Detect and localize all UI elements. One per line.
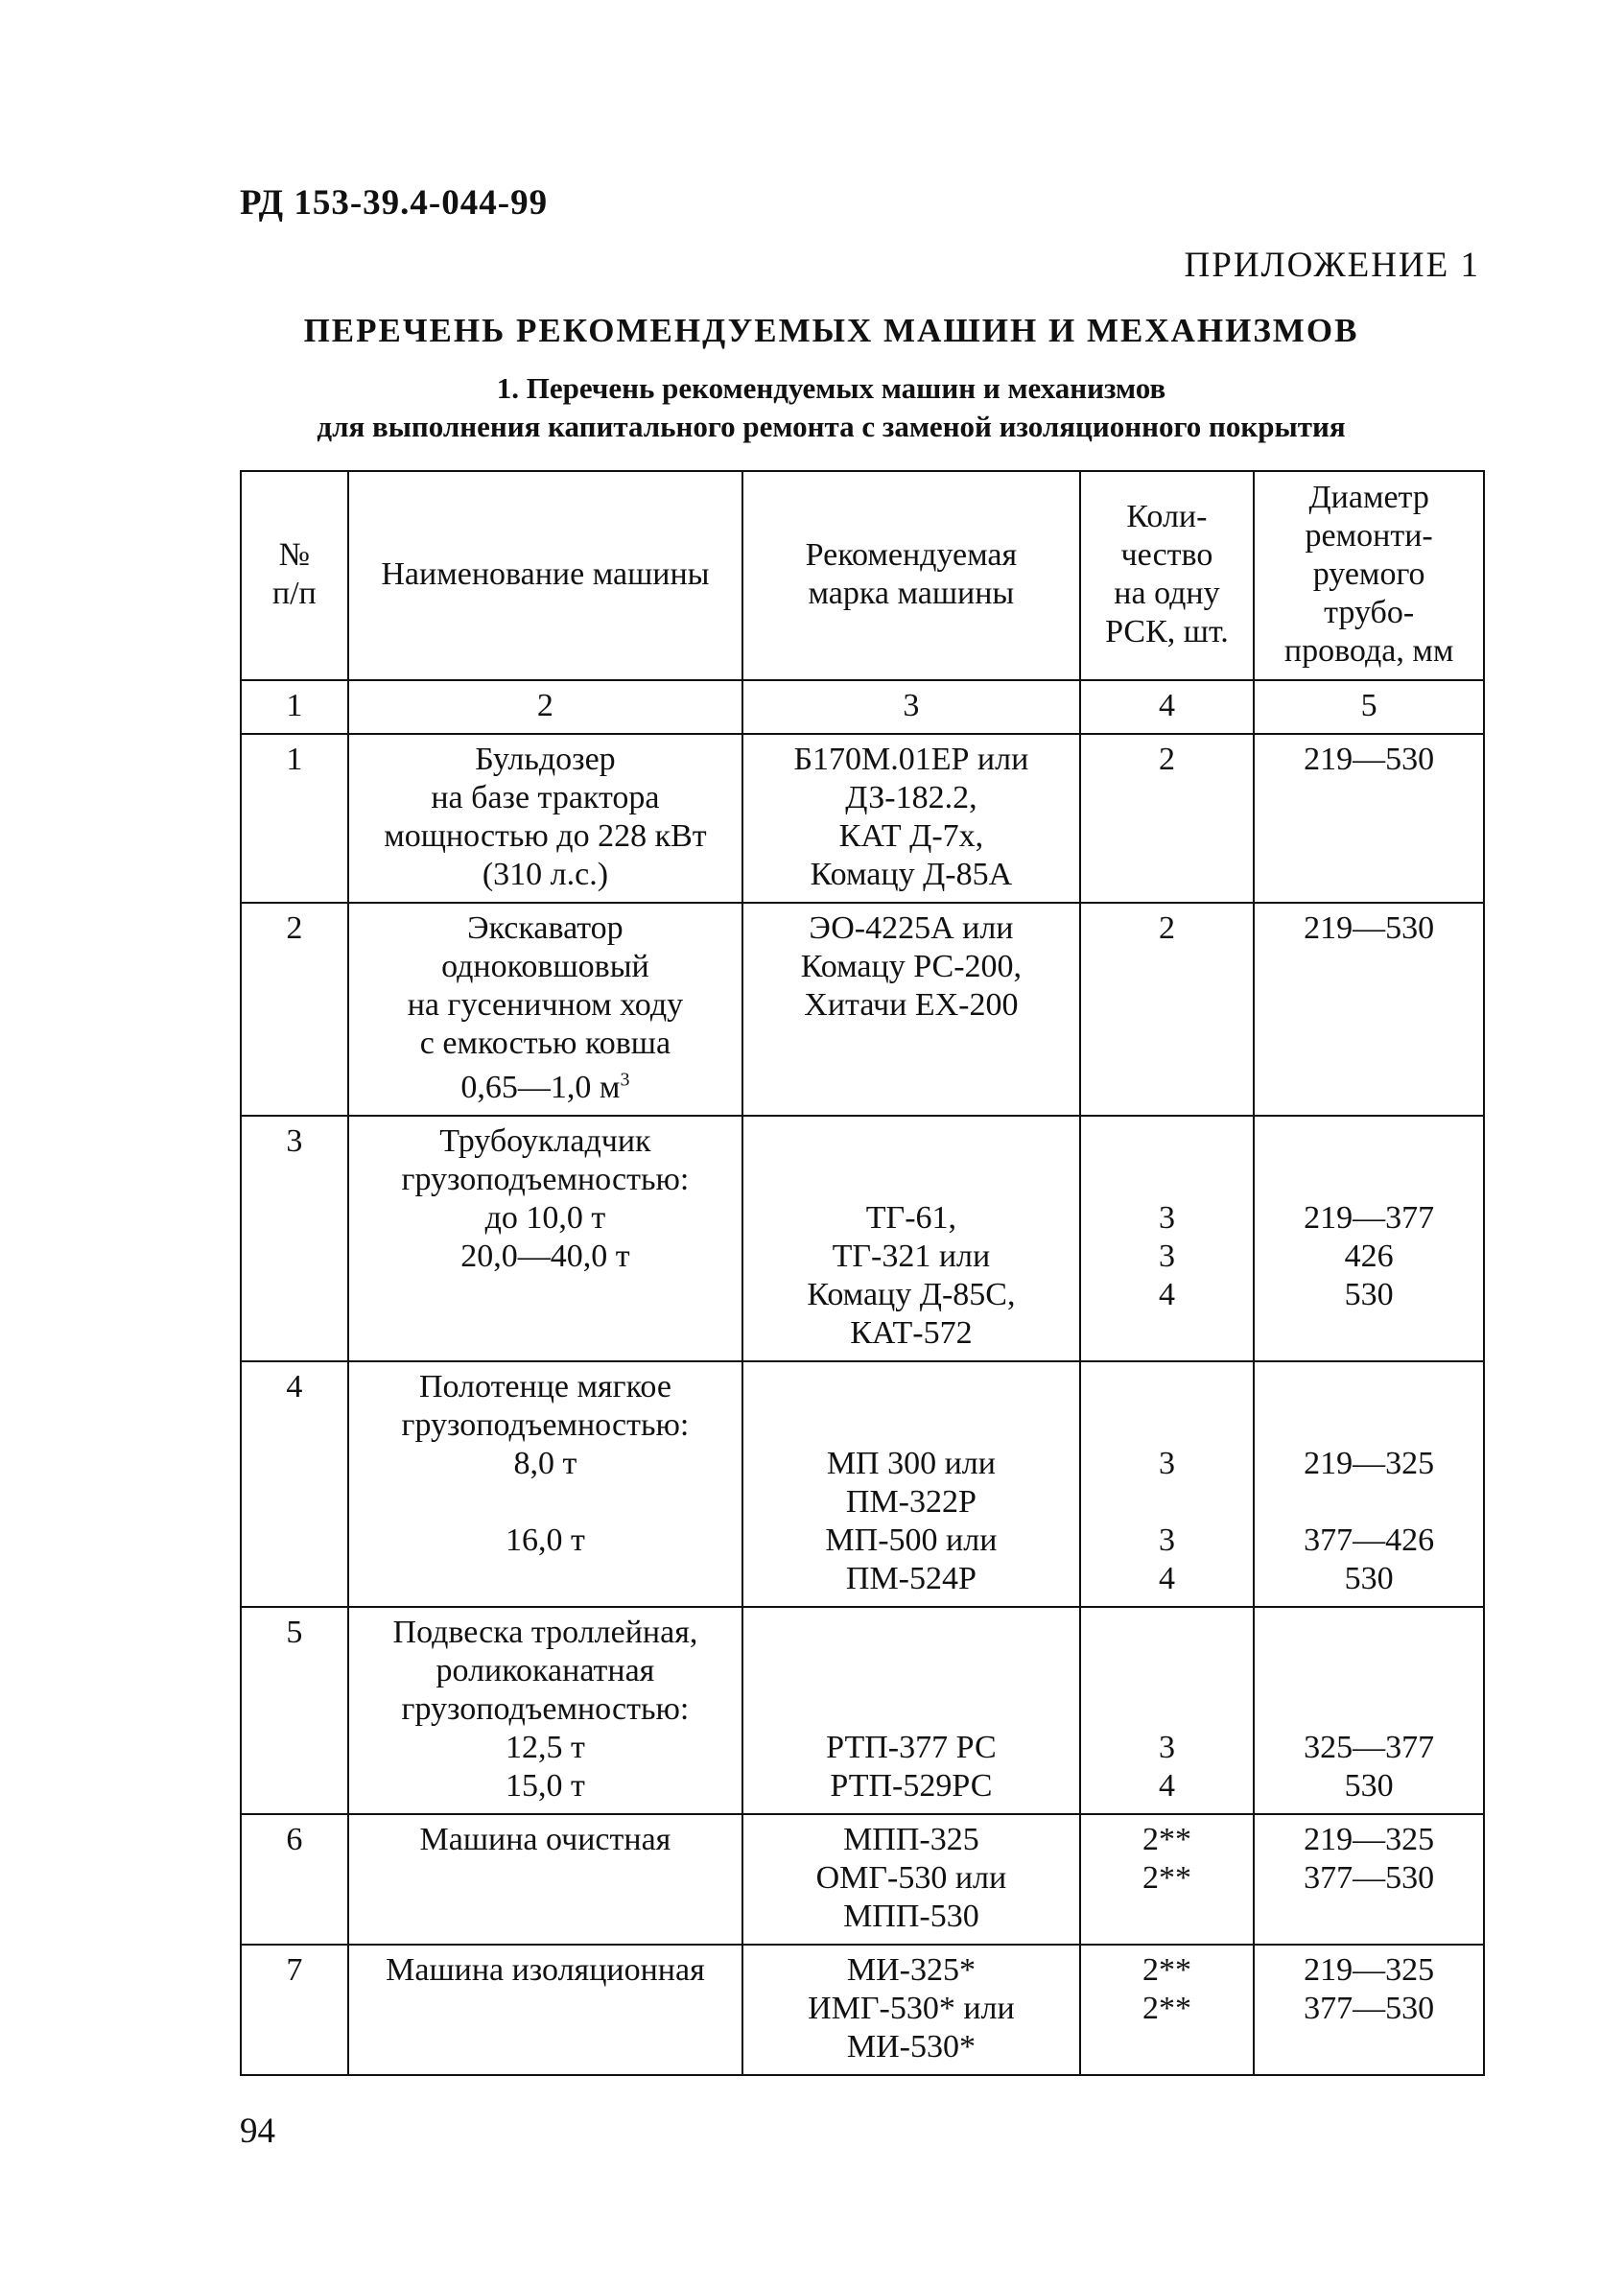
table-row	[241, 1361, 1484, 1607]
cell-line	[355, 1069, 737, 1107]
cell-line: ТГ-61,	[865, 1200, 957, 1236]
cell-line: Комацу РС-200,	[800, 949, 1023, 984]
header-text: п/п	[271, 576, 317, 611]
cell-line: Подвеска троллейная,	[392, 1615, 698, 1650]
row-number: 1	[241, 734, 348, 903]
header-text: провода, мм	[1283, 633, 1454, 669]
table-row	[241, 1814, 1484, 1945]
column-number: 5	[1254, 680, 1484, 734]
row-number: 4	[241, 1361, 348, 1607]
header-number	[241, 471, 348, 680]
cell-line: 4	[1158, 1277, 1175, 1312]
cell-line: 426	[1344, 1239, 1394, 1274]
cell-line: на базе трактора	[431, 780, 660, 815]
row-number: 3	[241, 1116, 348, 1361]
table-row	[241, 1116, 1484, 1361]
page-title: ПЕРЕЧЕНЬ РЕКОМЕНДУЕМЫХ МАШИН И МЕХАНИЗМОВ	[303, 312, 1359, 349]
cell-line: 2	[1158, 910, 1175, 946]
cell-line: ПМ-322Р	[845, 1484, 977, 1520]
cell-line: грузоподъемностью:	[401, 1691, 690, 1727]
cell-line: мощностью до 228 кВт	[384, 818, 707, 854]
cell-line: 15,0 т	[506, 1768, 585, 1804]
table-row	[241, 1607, 1484, 1814]
pipe-diameter	[1254, 1945, 1484, 2075]
cell-line: Трубоукладчик	[439, 1123, 651, 1159]
cell-line: ОМГ-530 или	[815, 1860, 1007, 1896]
cell-line: 2**	[1142, 1822, 1191, 1857]
machine-name	[348, 1361, 743, 1607]
cell-line: одноковшовый	[441, 949, 649, 984]
table-row	[241, 903, 1484, 1116]
cell-line: грузоподъемностью:	[401, 1162, 690, 1197]
cell-line: 377—426	[1304, 1522, 1435, 1558]
machine-brand	[742, 1116, 1079, 1361]
machine-brand	[742, 734, 1079, 903]
cell-line: 20,0—40,0 т	[460, 1239, 630, 1274]
machine-name	[348, 903, 743, 1116]
cell-line: Б170М.01ЕР или	[793, 742, 1029, 777]
cell-line: Комацу Д-85С,	[807, 1277, 1016, 1312]
cell-line: 3	[1158, 1200, 1175, 1236]
header-text: Наименование машины	[381, 556, 710, 592]
cell-line: 530	[1344, 1768, 1394, 1804]
header-machine-name	[348, 471, 743, 680]
pipe-diameter	[1254, 1814, 1484, 1945]
column-number: 3	[742, 680, 1079, 734]
table-row	[241, 734, 1484, 903]
column-number: 1	[241, 680, 348, 734]
machine-quantity	[1080, 1814, 1255, 1945]
header-text: Рекомендуемая	[805, 537, 1018, 573]
pipe-diameter	[1254, 1361, 1484, 1607]
cell-line: МИ-325*	[846, 1952, 976, 1988]
cell-line: 219—530	[1304, 910, 1435, 946]
cell-line: РТП-529РС	[830, 1768, 993, 1804]
table-row	[241, 1945, 1484, 2075]
row-number: 5	[241, 1607, 348, 1814]
header-diameter	[1254, 471, 1484, 680]
column-number-row	[241, 680, 1484, 734]
machine-name	[348, 734, 743, 903]
cell-line: Экскаватор	[467, 910, 624, 946]
cell-line: 4	[1158, 1561, 1175, 1596]
cell-line: до 10,0 т	[484, 1200, 606, 1236]
cell-line: 3	[1158, 1730, 1175, 1765]
cell-line: Машина изоляционная	[386, 1952, 705, 1988]
table-subtitle	[0, 369, 1624, 446]
machine-name	[348, 1607, 743, 1814]
cell-line: 219—325	[1304, 1952, 1435, 1988]
cell-line: 3	[1158, 1239, 1175, 1274]
cell-line: 219—325	[1304, 1446, 1435, 1481]
page-number: 94	[240, 2112, 275, 2151]
cell-line: РТП-377 РС	[826, 1730, 997, 1765]
cell-line: 377—530	[1304, 1991, 1435, 2026]
machine-quantity	[1080, 734, 1255, 903]
cell-line: на гусеничном ходу	[407, 987, 684, 1023]
machines-table	[240, 470, 1485, 2076]
machine-quantity	[1080, 903, 1255, 1116]
header-text: чество	[1120, 537, 1213, 573]
cell-line: ТГ-321 или	[832, 1239, 991, 1274]
pipe-diameter	[1254, 734, 1484, 903]
pipe-diameter	[1254, 1607, 1484, 1814]
row-number: 2	[241, 903, 348, 1116]
pipe-diameter	[1254, 1116, 1484, 1361]
cell-line: с емкостью ковша	[419, 1026, 671, 1061]
machine-brand	[742, 1814, 1079, 1945]
cell-line: 2**	[1142, 1952, 1191, 1988]
header-text: №	[278, 537, 311, 573]
machine-brand	[742, 1361, 1079, 1607]
header-text: руемого	[1312, 556, 1425, 592]
cell-line: 219—377	[1304, 1200, 1435, 1236]
cell-line: МПП-325	[843, 1822, 979, 1857]
cell-line: 2**	[1142, 1860, 1191, 1896]
header-text: на одну	[1114, 576, 1220, 611]
machine-brand	[742, 1945, 1079, 2075]
header-quantity	[1080, 471, 1255, 680]
header-text: Коли-	[1126, 499, 1208, 534]
row-number: 7	[241, 1945, 348, 2075]
cell-line: МП-500 или	[825, 1522, 998, 1558]
cell-line: ИМГ-530* или	[808, 1991, 1015, 2026]
column-number: 4	[1080, 680, 1255, 734]
cell-line: 219—325	[1304, 1822, 1435, 1857]
cell-line: 3	[1158, 1522, 1175, 1558]
cell-line: 377—530	[1304, 1860, 1435, 1896]
machine-brand	[742, 1607, 1079, 1814]
cell-line: Хитачи ЕХ-200	[804, 987, 1019, 1023]
cell-line: МИ-530*	[846, 2029, 976, 2065]
cell-line: Машина очистная	[419, 1822, 671, 1857]
cell-line: 16,0 т	[506, 1522, 585, 1558]
subtitle-line-1: 1. Перечень рекомендуемых машин и механизмов	[496, 371, 1166, 405]
header-text: Диаметр	[1308, 480, 1429, 515]
machine-name	[348, 1814, 743, 1945]
cell-line: 4	[1158, 1768, 1175, 1804]
cell-line: 530	[1344, 1561, 1394, 1596]
machine-quantity	[1080, 1116, 1255, 1361]
cell-line: КАТ-572	[850, 1315, 973, 1351]
bucket-volume: 0,65—1,0 м	[460, 1070, 621, 1105]
cell-line: МПП-530	[843, 1899, 979, 1934]
cell-line: 2**	[1142, 1991, 1191, 2026]
column-number: 2	[348, 680, 743, 734]
cell-line: Комацу Д-85А	[810, 857, 1013, 892]
cell-line: 530	[1344, 1277, 1394, 1312]
header-text: РСК, шт.	[1105, 614, 1229, 649]
cell-line: грузоподъемностью:	[401, 1407, 690, 1443]
superscript: 3	[620, 1069, 630, 1091]
machine-name	[348, 1116, 743, 1361]
machine-quantity	[1080, 1945, 1255, 2075]
pipe-diameter	[1254, 903, 1484, 1116]
subtitle-line-2: для выполнения капитального ремонта с заменой изоляционного покрытия	[317, 410, 1346, 443]
cell-line: 325—377	[1304, 1730, 1435, 1765]
row-number: 6	[241, 1814, 348, 1945]
cell-line: 3	[1158, 1446, 1175, 1481]
header-text: трубо-	[1324, 595, 1415, 630]
header-text: марка машины	[808, 576, 1015, 611]
cell-line: роликоканатная	[435, 1653, 655, 1688]
appendix-label: ПРИЛОЖЕНИЕ 1	[1184, 246, 1480, 285]
machine-quantity	[1080, 1361, 1255, 1607]
cell-line: 12,5 т	[506, 1730, 585, 1765]
cell-line: КАТ Д-7х,	[838, 818, 984, 854]
machine-brand	[742, 903, 1079, 1116]
machine-name	[348, 1945, 743, 2075]
cell-line: 2	[1158, 742, 1175, 777]
cell-line: ПМ-524Р	[845, 1561, 977, 1596]
document-code: РД 153-39.4-044-99	[240, 183, 549, 223]
table-header-row	[241, 471, 1484, 680]
cell-line: ДЗ-182.2,	[845, 780, 977, 815]
cell-line: Полотенце мягкое	[418, 1369, 671, 1404]
cell-line: ЭО-4225А или	[809, 910, 1014, 946]
header-text: ремонти-	[1305, 518, 1433, 554]
cell-line: 8,0 т	[513, 1446, 577, 1481]
cell-line: 219—530	[1304, 742, 1435, 777]
machine-quantity	[1080, 1607, 1255, 1814]
cell-line: Бульдозер	[475, 742, 616, 777]
header-recommended-brand	[742, 471, 1079, 680]
cell-line: (310 л.с.)	[482, 857, 609, 892]
cell-line: МП 300 или	[826, 1446, 996, 1481]
